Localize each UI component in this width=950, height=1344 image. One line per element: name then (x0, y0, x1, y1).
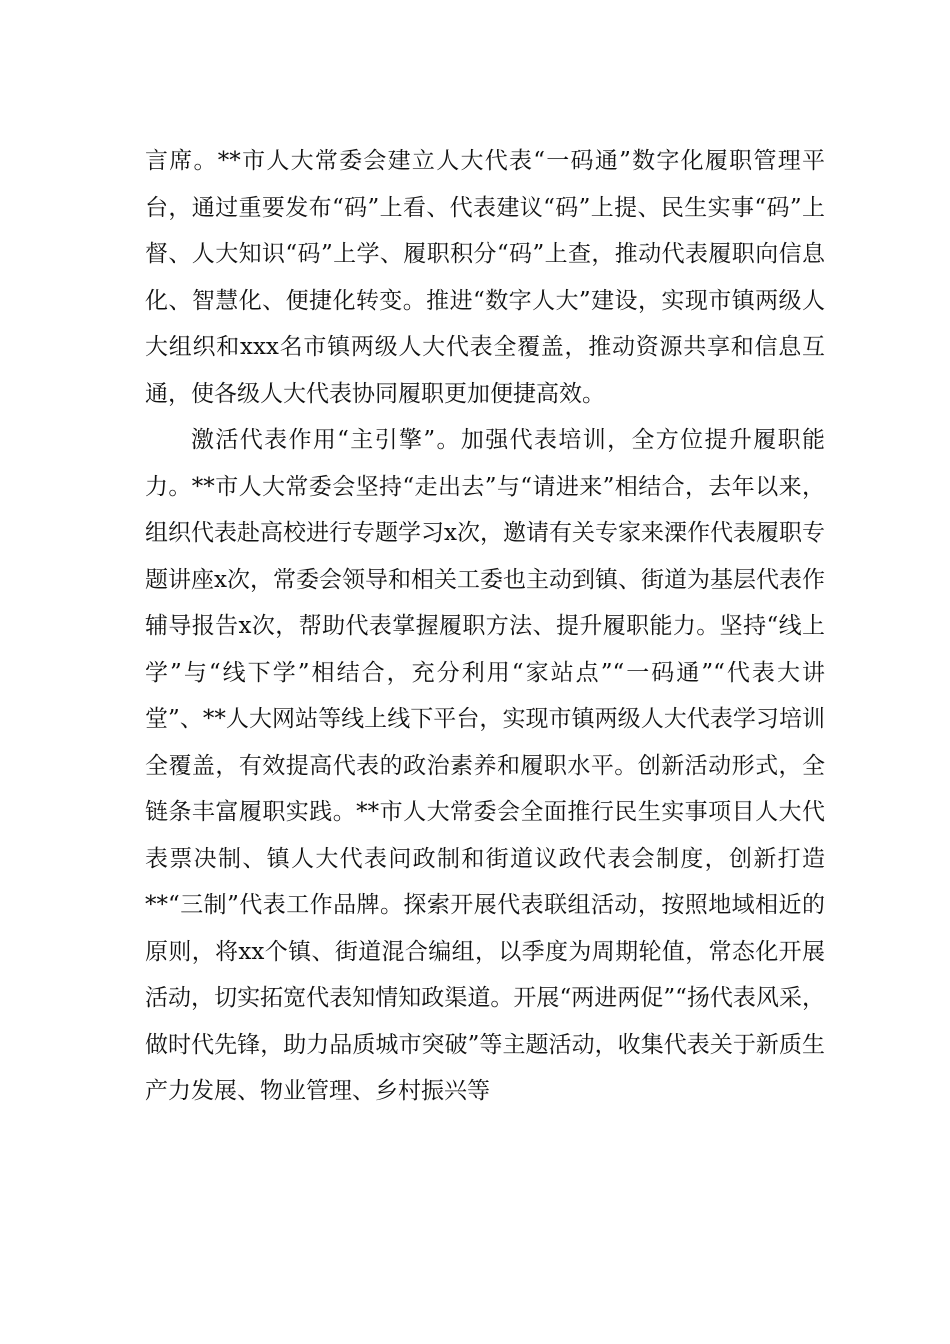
paragraph-activate-representatives: 激活代表作用“主引擎”。加强代表培训，全方位提升履职能力。**市人大常委会坚持“走出去”与“请进来”相结合，去年以来，组织代表赴高校进行专题学习x次，邀请有关专家来溧作代表履职专题讲座x次，常委会领导和相关工委也主动到镇、街道为基层代表作辅导报告x次，帮助代表掌握履职方法、提升履职能力。坚持“线上学”与“线下学”相结合，充分利用“家站点”“一码通”“代表大讲堂”、**人大网站等线上线下平台，实现市镇两级人大代表学习培训全覆盖，有效提高代表的政治素养和履职水平。创新活动形式，全链条丰富履职实践。**市人大常委会全面推行民生实事项目人大代表票决制、镇人大代表问政制和街道议政代表会制度，创新打造**“三制”代表工作品牌。探索开展代表联组活动，按照地域相近的原则，将xx个镇、街道混合编组，以季度为周期轮值，常态化开展活动，切实拓宽代表知情知政渠道。开展“两进两促”“扬代表风采，做时代先锋，助力品质城市突破”等主题活动，收集代表关于新质生产力发展、物业管理、乡村振兴等 (145, 427, 825, 1104)
document-body (145, 138, 825, 1115)
paragraph-continuation: 言席。**市人大常委会建立人大代表“一码通”数字化履职管理平台，通过重要发布“码”上看、代表建议“码”上提、民生实事“码”上督、人大知识“码”上学、履职积分“码”上查，推动代表履职向信息化、智慧化、便捷化转变。推进“数字人大”建设，实现市镇两级人大组织和xxx名市镇两级人大代表全覆盖，推动资源共享和信息互通，使各级人大代表协同履职更加便捷高效。 (145, 148, 825, 407)
